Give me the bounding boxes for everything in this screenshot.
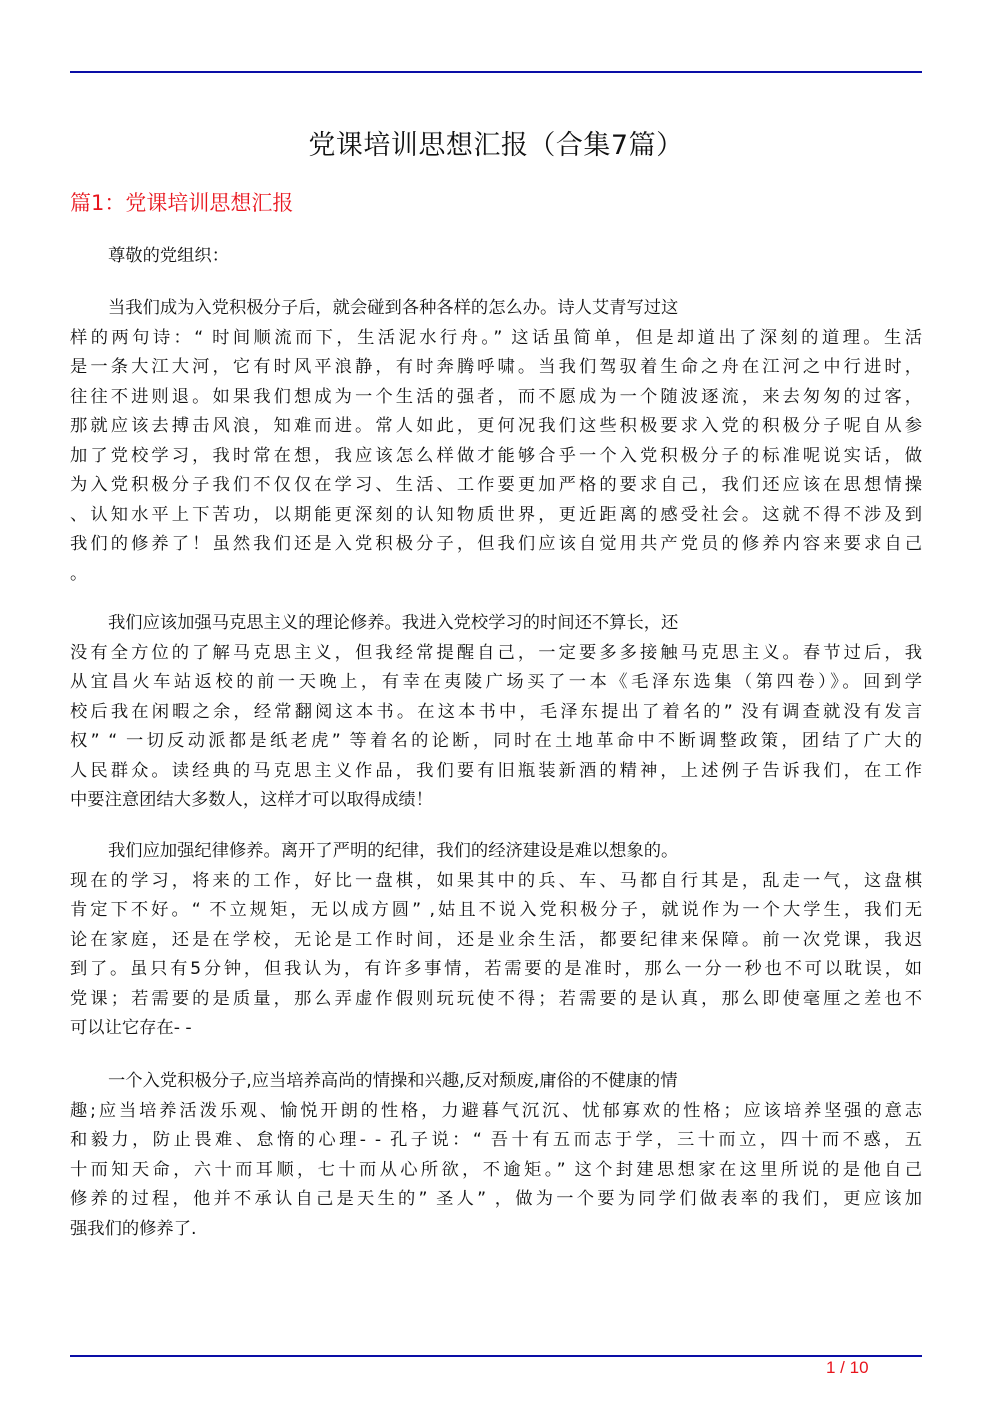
paragraph-line: 论在家庭，还是在学校，无论是工作时间，还是业余生活，都要纪律来保障。前一次党课，我迟 (70, 929, 922, 950)
paragraph-line: 人民群众。读经典的马克思主义作品，我们要有旧瓶装新酒的精神，上述例子告诉我们，在工作 (70, 760, 922, 781)
paragraph-line: 我们应该加强马克思主义的理论修养。我进入党校学习的时间还不算长，还 (108, 613, 679, 633)
paragraph-2 (70, 609, 922, 816)
section-heading: 篇1：党课培训思想汇报 (70, 191, 294, 215)
paragraph-line: 十而知天命，六十而耳顺，七十而从心所欲，不逾矩。” 这个封建思想家在这里所说的是他自己 (70, 1159, 922, 1180)
paragraph-line: 党课；若需要的是质量，那么弄虚作假则玩玩使不得；若需要的是认真，那么即使毫厘之差也不 (70, 988, 922, 1009)
paragraph-line: 权” “ 一切反动派都是纸老虎” 等着名的论断，同时在土地革命中不断调整政策，团结了广大的 (70, 731, 922, 751)
paragraph-line: 一个入党积极分子,应当培养高尚的情操和兴趣,反对颓废,庸俗的不健康的情 (108, 1071, 678, 1091)
paragraph-line: 那就应该去搏击风浪，知难而进。常人如此，更何况我们这些积极要求入党的积极分子呢自从参 (70, 416, 922, 436)
paragraph-line: 往往不进则退。如果我们想成为一个生活的强者，而不愿成为一个随波逐流，来去匆匆的过客， (70, 386, 922, 407)
document-title: 党课培训思想汇报（合集7篇） (308, 130, 684, 161)
paragraph-line: 我们应加强纪律修养。离开了严明的纪律，我们的经济建设是难以想象的。 (108, 841, 679, 861)
paragraph-line: 修养的过程，他并不承认自己是天生的” 圣人” ，做为一个要为同学们做表率的我们，更应该加 (70, 1189, 922, 1209)
paragraph-line: 中要注意团结大多数人，这样才可以取得成绩！ (70, 790, 433, 810)
paragraph-line: 趣;应当培养活泼乐观、愉悦开朗的性格，力避暮气沉沉、忧郁寡欢的性格；应该培养坚强的意志 (70, 1100, 922, 1121)
paragraph-line: 、认知水平上下苦功，以期能更深刻的认知物质世界，更近距离的感受社会。这就不得不涉及到 (70, 504, 922, 525)
paragraph-line: 从宜昌火车站返校的前一天晚上，有幸在夷陵广场买了一本《毛泽东选集（第四卷）》。回到学 (70, 672, 922, 692)
paragraph-line: 是一条大江大河，它有时风平浪静，有时奔腾呼啸。当我们驾驭着生命之舟在江河之中行进时， (70, 357, 922, 377)
paragraph-line: 肯定下不好。“ 不立规矩，无以成方圆” ,姑且不说入党积极分子，就说作为一个大学生，我们无 (70, 900, 922, 920)
paragraph-line: 加了党校学习，我时常在想，我应该怎么样做才能够合乎一个入党积极分子的标准呢说实话，做 (70, 445, 922, 466)
paragraph-line: 可以让它存在- - (70, 1018, 192, 1038)
salutation (70, 242, 922, 272)
paragraph-line: 。 (70, 563, 88, 584)
paragraph-line: 样的两句诗：“ 时间顺流而下，生活泥水行舟。” 这话虽简单，但是却道出了深刻的道理。生活 (70, 327, 922, 348)
paragraph-1 (70, 294, 922, 589)
paragraph-line: 没有全方位的了解马克思主义，但我经常提醒自己，一定要多多接触马克思主义。春节过后，我 (70, 642, 922, 663)
paragraph-line: 我们的修养了！虽然我们还是入党积极分子，但我们应该自觉用共产党员的修养内容来要求自己 (70, 534, 922, 554)
paragraph-line: 现在的学习，将来的工作，好比一盘棋，如果其中的兵、车、马都自行其是，乱走一气，这盘棋 (70, 870, 922, 891)
page-number: 1 / 10 (826, 1358, 869, 1377)
paragraph-line: 校后我在闲暇之余，经常翻阅这本书。在这本书中，毛泽东提出了着名的” 没有调查就没有发言 (70, 701, 922, 722)
paragraph-3 (70, 837, 922, 1044)
header-rule (70, 71, 922, 73)
paragraph-line: 到了。虽只有5分钟，但我认为，有许多事情，若需要的是准时，那么一分一秒也不可以耽误，如 (70, 959, 922, 979)
paragraph-line: 为入党积极分子我们不仅仅在学习、生活、工作要更加严格的要求自己，我们还应该在思想情操 (70, 475, 922, 495)
paragraph-line: 当我们成为入党积极分子后，就会碰到各种各样的怎么办。诗人艾青写过这 (108, 298, 679, 318)
paragraph-4 (70, 1067, 922, 1244)
paragraph-line: 强我们的修养了. (70, 1218, 197, 1239)
footer-rule (70, 1355, 922, 1357)
salutation-text: 尊敬的党组织： (108, 246, 229, 266)
paragraph-line: 和毅力，防止畏难、怠惰的心理- - 孔子说：“ 吾十有五而志于学，三十而立，四十而不惑，五 (70, 1130, 922, 1150)
